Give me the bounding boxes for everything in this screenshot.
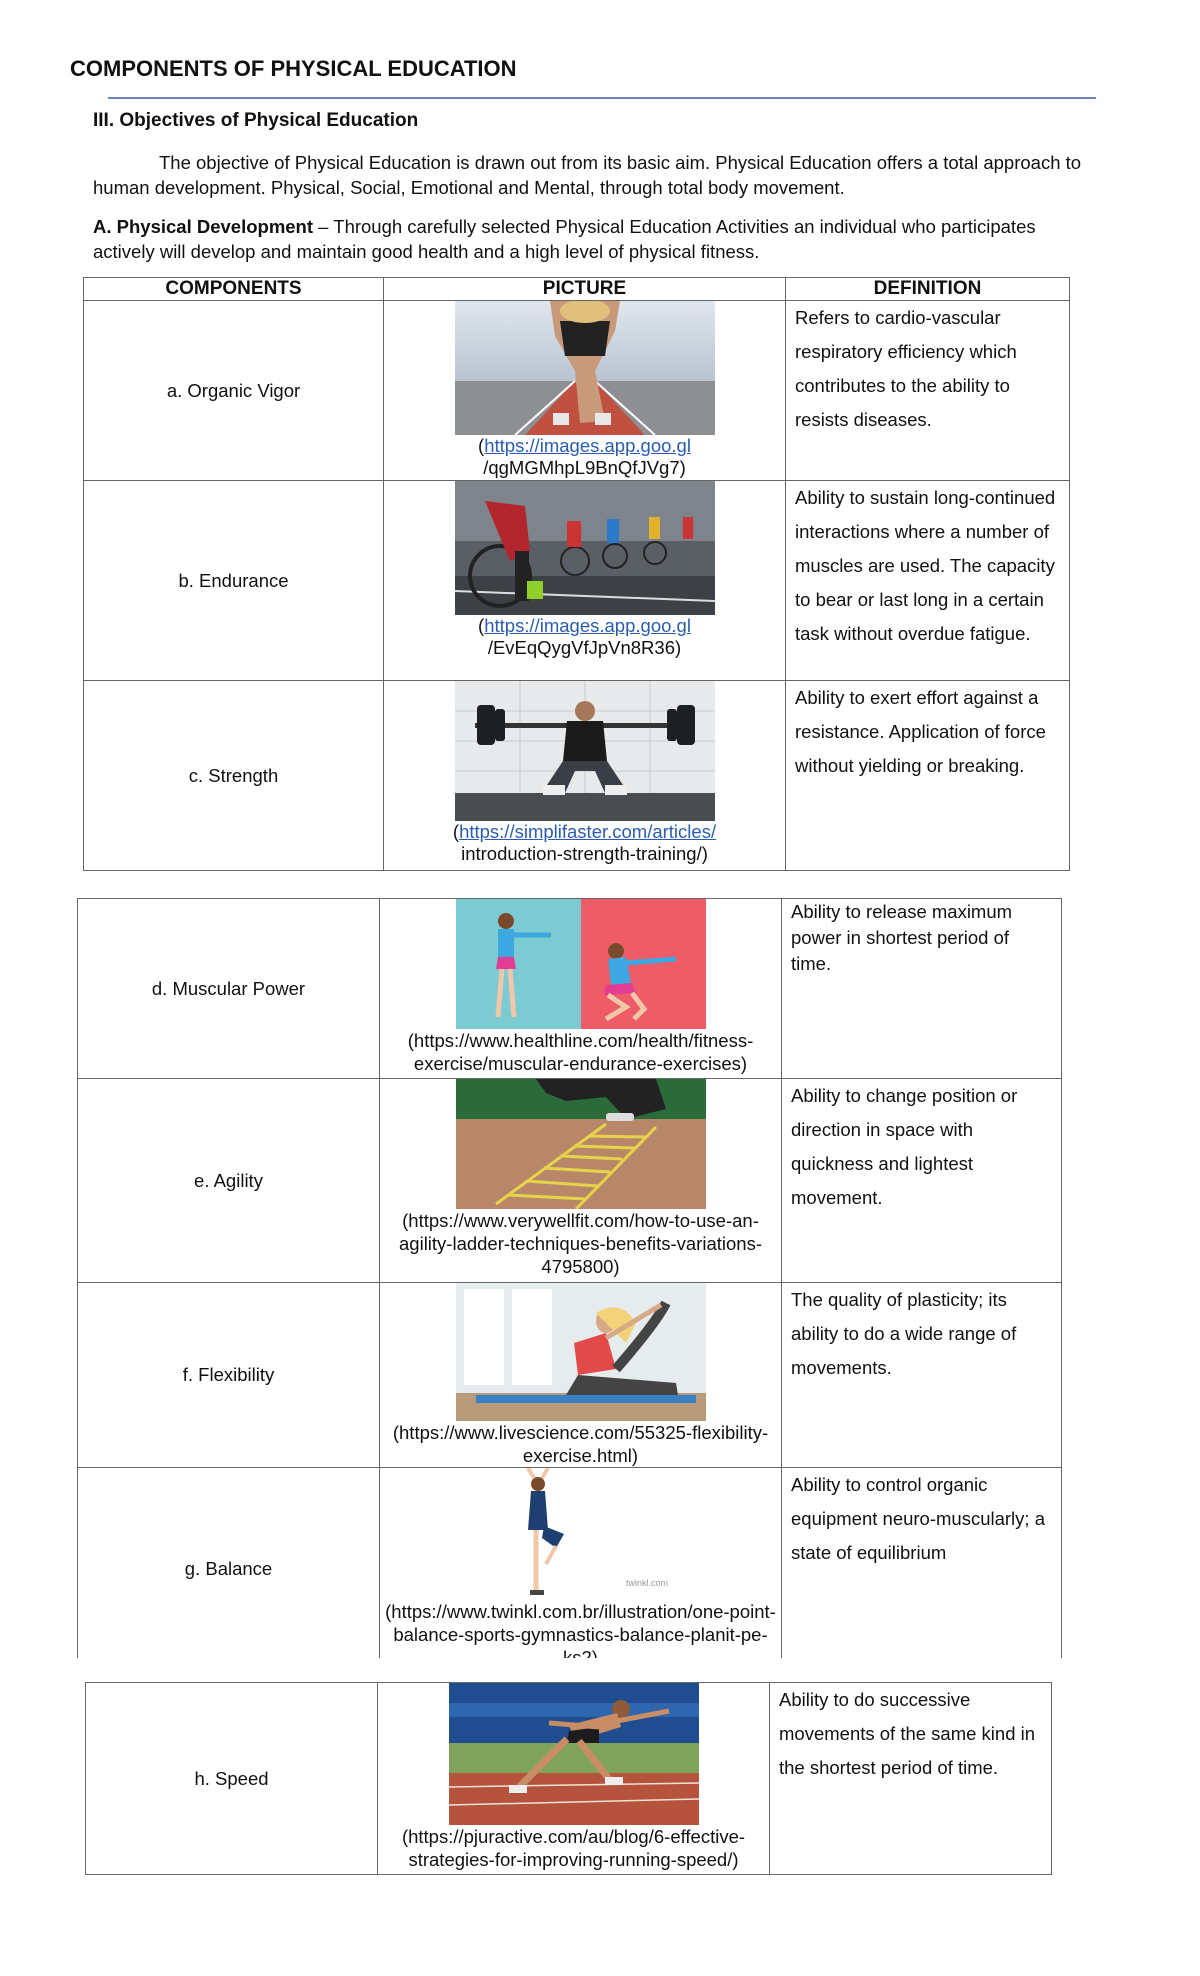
component-cell: h. Speed: [86, 1683, 378, 1875]
definition-cell: Ability to sustain long-continued interactions where a number of muscles are used. The capacity to bear or last long in a certain task without overdue fatigue.: [786, 481, 1070, 681]
source-link[interactable]: https://simplifaster.com/articles/: [459, 821, 717, 842]
table-row: [84, 681, 1070, 871]
weightlifting-image: [455, 681, 715, 821]
picture-cell: [384, 301, 786, 481]
title-divider: [108, 97, 1096, 99]
source-rest: introduction-strength-training/): [461, 843, 708, 864]
picture-cell: [380, 1283, 782, 1468]
section-heading: III. Objectives of Physical Education: [93, 110, 419, 131]
image-source: (https://pjuractive.com/au/blog/6-effective-strategies-for-improving-running-speed/): [401, 1826, 746, 1870]
muscular-power-image: [456, 899, 706, 1029]
definition-cell: Ability to change position or direction in space with quickness and lightest movement.: [782, 1079, 1062, 1283]
source-rest: /EvEqQygVfJpVn8R36): [487, 637, 682, 658]
component-cell: b. Endurance: [84, 481, 384, 681]
components-table-part-3: [85, 1682, 1052, 1875]
image-source: (https://images.app.goo.gl /EvEqQygVfJpVn8R36): [478, 615, 691, 658]
sprinter-image: [449, 1683, 699, 1825]
component-cell: e. Agility: [78, 1079, 380, 1283]
definition-cell: Ability to do successive movements of the same kind in the shortest period of time.: [770, 1683, 1052, 1875]
picture-cell: [380, 899, 782, 1079]
table-row: [78, 1283, 1062, 1468]
image-source: (https://simplifaster.com/articles/ introduction-strength-training/): [452, 821, 717, 864]
picture-cell: [378, 1683, 770, 1875]
component-cell: f. Flexibility: [78, 1283, 380, 1468]
components-table-part-2: [77, 898, 1062, 1670]
agility-ladder-image: [456, 1079, 706, 1209]
source-link[interactable]: https://images.app.goo.gl: [484, 615, 691, 636]
definition-cell: Ability to exert effort against a resistance. Application of force without yielding or breaking.: [786, 681, 1070, 871]
picture-cell: [380, 1468, 782, 1670]
balance-illustration-image: [456, 1468, 706, 1600]
document-title: COMPONENTS OF PHYSICAL EDUCATION: [70, 56, 517, 81]
table-row: [84, 301, 1070, 481]
physical-development-text: – Through carefully selected Physical Education Activities an individual who participates actively will develop and maintain good health and a high level of physical fitness.: [93, 216, 1036, 262]
header-components: COMPONENTS: [84, 278, 384, 301]
table-row: [86, 1683, 1052, 1875]
source-link[interactable]: https://images.app.goo.gl: [484, 435, 691, 456]
component-cell: a. Organic Vigor: [84, 301, 384, 481]
table-row: [84, 481, 1070, 681]
physical-development-paragraph: [93, 214, 1093, 264]
image-source: (https://www.livescience.com/55325-flexibility-exercise.html): [392, 1422, 769, 1466]
picture-cell: [384, 481, 786, 681]
table-row: [78, 1079, 1062, 1283]
image-watermark: twinkl.com: [625, 1578, 668, 1588]
image-source: (https://www.verywellfit.com/how-to-use-an-agility-ladder-techniques-benefits-variations-4795800): [399, 1210, 762, 1277]
header-definition: DEFINITION: [786, 278, 1070, 301]
table-header-row: [84, 278, 1070, 301]
component-cell: d. Muscular Power: [78, 899, 380, 1079]
table-row: [78, 899, 1062, 1079]
intro-paragraph: The objective of Physical Education is drawn out from its basic aim. Physical Education offers a total approach to human development. Physical, Social, Emotional and Mental, through total body movement.: [93, 152, 1082, 198]
runner-start-image: [455, 301, 715, 435]
flexibility-yoga-image: [456, 1283, 706, 1421]
definition-cell: The quality of plasticity; its ability to do a wide range of movements.: [782, 1283, 1062, 1468]
physical-development-label: A. Physical Development: [93, 216, 314, 237]
picture-cell: [384, 681, 786, 871]
component-cell: g. Balance: [78, 1468, 380, 1670]
picture-cell: [380, 1079, 782, 1283]
components-table-part-1: [83, 277, 1070, 871]
image-source: (https://www.healthline.com/health/fitness-exercise/muscular-endurance-exercises): [407, 1030, 754, 1074]
header-picture: PICTURE: [384, 278, 786, 301]
definition-cell: Ability to control organic equipment neuro-muscularly; a state of equilibrium: [782, 1468, 1062, 1670]
page-break-gap: [77, 1658, 1077, 1672]
image-source: (https://images.app.goo.gl /qgMGMhpL9BnQfJVg7): [478, 435, 691, 478]
table-row: [78, 1468, 1062, 1670]
definition-cell: Ability to release maximum power in shortest period of time.: [782, 899, 1062, 1079]
component-cell: c. Strength: [84, 681, 384, 871]
image-source: (https://www.twinkl.com.br/illustration/one-point-balance-sports-gymnastics-balance-planit-pe-: [385, 1601, 776, 1645]
cyclists-image: [455, 481, 715, 615]
definition-cell: Refers to cardio-vascular respiratory efficiency which contributes to the ability to resists diseases.: [786, 301, 1070, 481]
source-rest: /qgMGMhpL9BnQfJVg7): [483, 457, 686, 478]
